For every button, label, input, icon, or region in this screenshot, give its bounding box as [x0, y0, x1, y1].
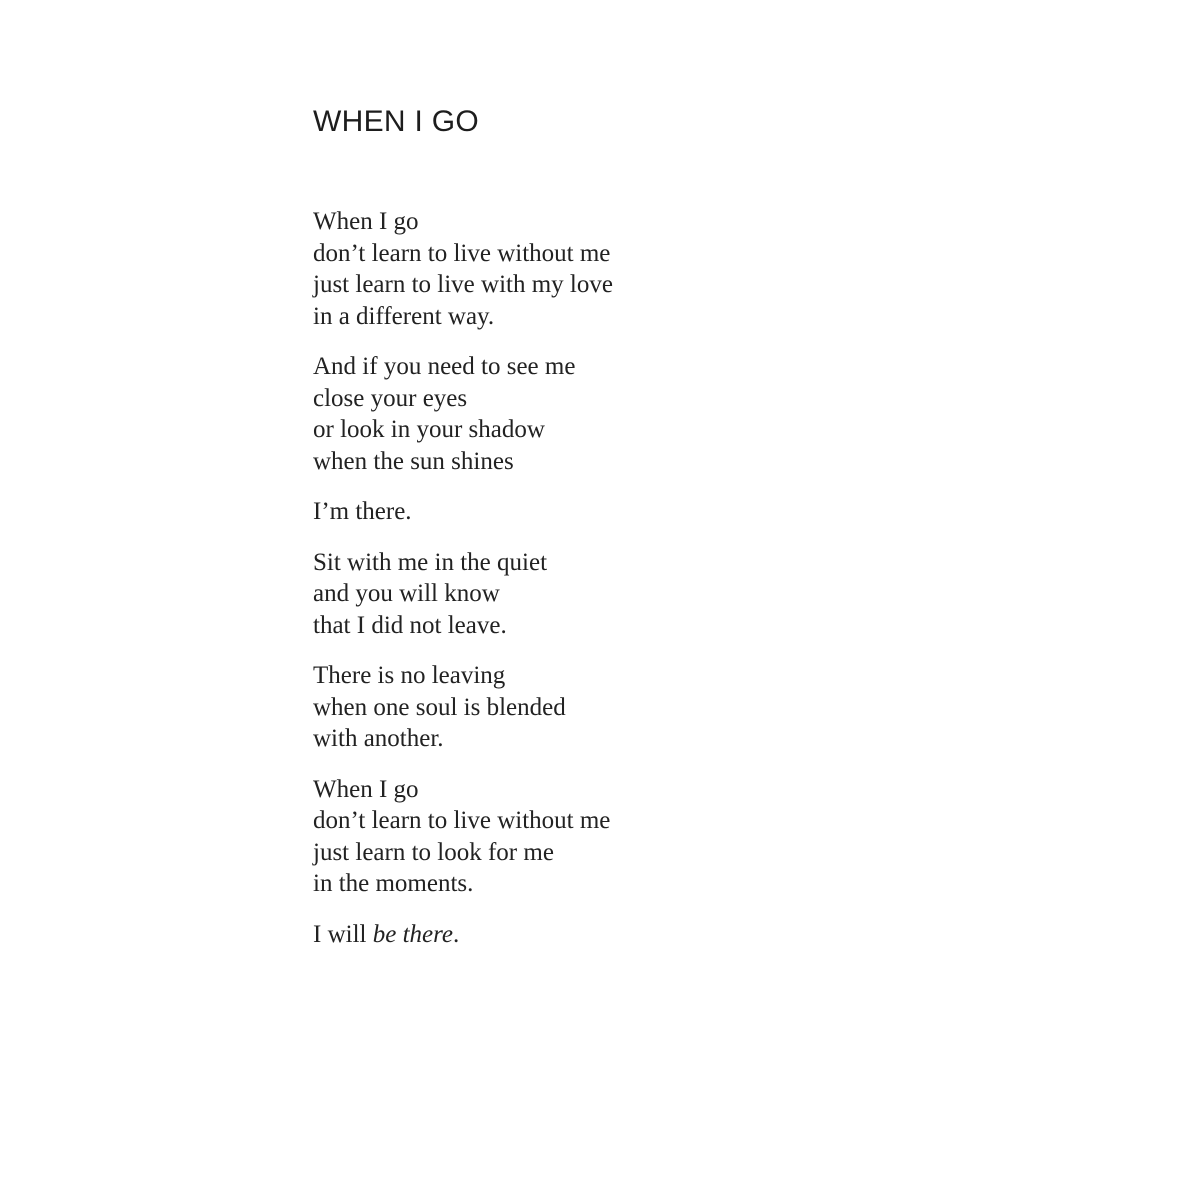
poem-line: There is no leaving [313, 662, 506, 689]
poem-line: I’m there. [313, 498, 412, 525]
poem-line: when one soul is blended [313, 693, 566, 721]
poem-line: When I go [313, 208, 419, 235]
stanza-2 [313, 351, 913, 477]
stanza-1 [313, 206, 913, 332]
stanza-4 [313, 547, 913, 642]
poem-line: that I did not leave. [313, 611, 507, 639]
final-line-suffix: . [453, 920, 460, 948]
poem-line: with another. [313, 725, 444, 752]
final-line [313, 919, 913, 951]
poem-line: don’t learn to live without me [313, 239, 611, 267]
final-line-prefix: I will [313, 920, 373, 948]
poem-line: close your eyes [313, 384, 468, 412]
stanza-3 [313, 496, 913, 528]
poem-line: in a different way. [313, 302, 495, 330]
poem-line: just learn to live with my love [313, 271, 613, 298]
poem-line: and you will know [313, 580, 500, 607]
poem-line: when the sun shines [313, 447, 514, 475]
poem-title: WHEN I GO [313, 105, 480, 138]
poem-line: don’t learn to live without me [313, 807, 611, 834]
poem-line: in the moments. [313, 870, 474, 897]
poem-line: Sit with me in the quiet [313, 548, 548, 576]
poem-line: just learn to look for me [313, 838, 554, 866]
poem-line: or look in your shadow [313, 416, 545, 443]
poem-line: When I go [313, 775, 419, 803]
poem-line: And if you need to see me [313, 353, 576, 380]
final-stanza [313, 919, 913, 951]
stanza-5 [313, 660, 913, 755]
final-line-emphasis: be there [372, 920, 454, 948]
stanza-6 [313, 774, 913, 900]
poem [313, 104, 913, 969]
